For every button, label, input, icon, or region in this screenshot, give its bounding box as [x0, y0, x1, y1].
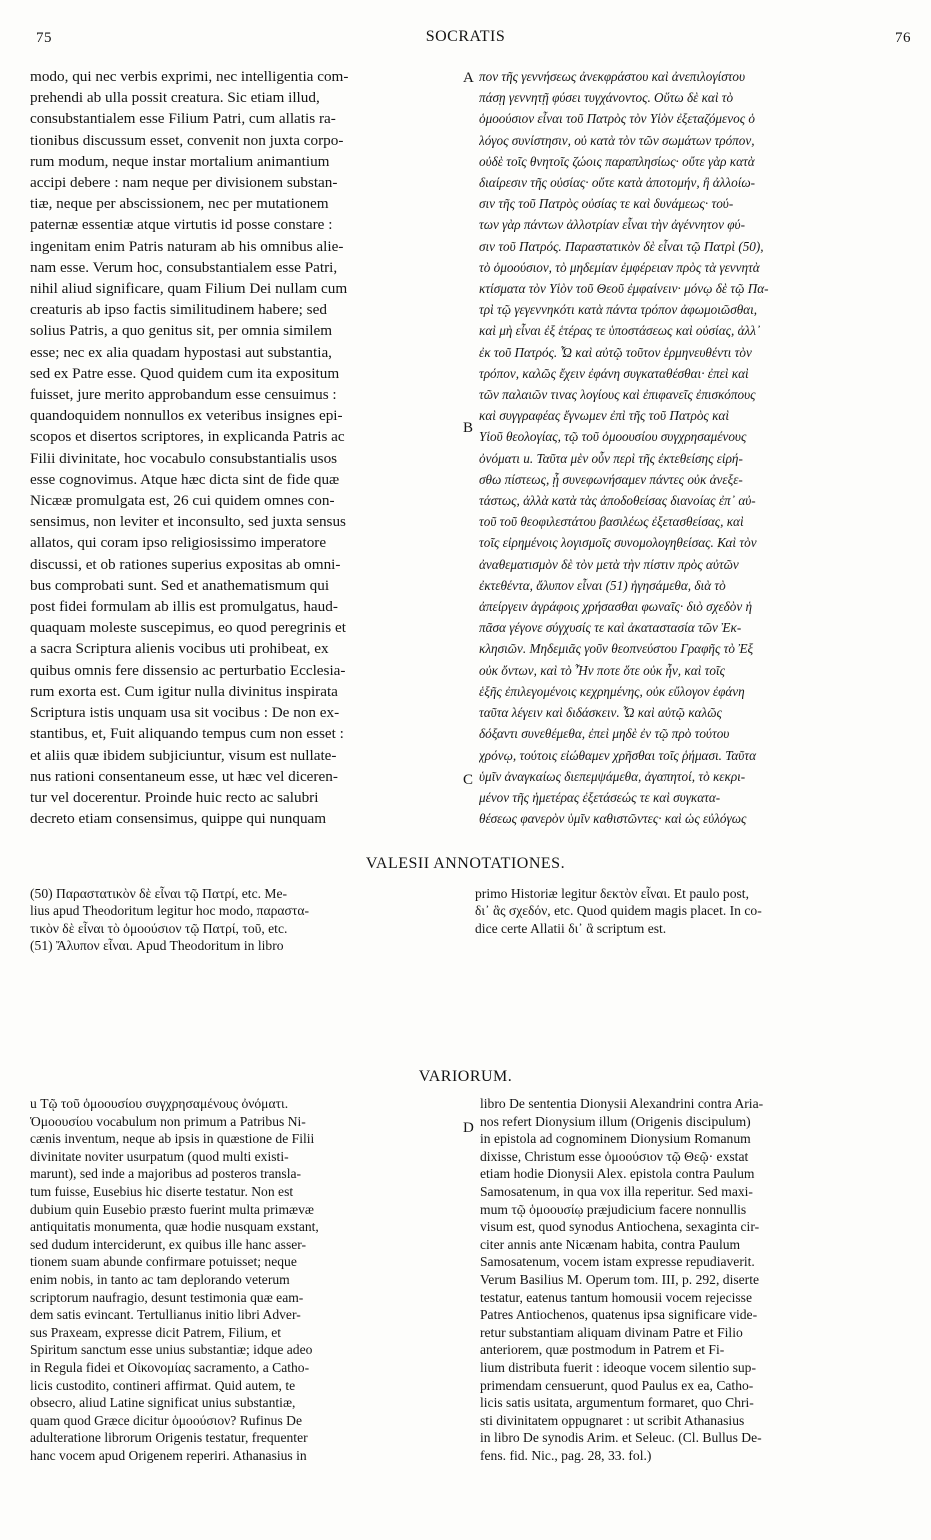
- variorum-line: sed dudum interciderunt, ex quibus ille hanc asser-: [30, 1236, 307, 1252]
- greek-line: σιν τῆς τοῦ Πατρὸς οὐσίας τε καὶ δυνάμεως· τού-: [479, 196, 734, 212]
- variorum-line: tionem suam abunde confirmare potuisset; neque: [30, 1254, 297, 1270]
- latin-line: et aliis quæ ibidem subjiciuntur, visum est nullate-: [30, 746, 337, 764]
- variorum-line: visum est, quod synodus Antiochena, sexaginta cir-: [480, 1219, 760, 1235]
- valesii-heading: VALESII ANNOTATIONES.: [365, 855, 566, 872]
- latin-line: ingenitam enim Patris naturam ab his omnibus alie-: [30, 237, 344, 255]
- variorum-line: antiquitatis monumenta, quæ hodie nusquam exstant,: [30, 1219, 319, 1235]
- latin-line: creaturis ab ipso factis similitudinem habere; sed: [30, 301, 327, 319]
- variorum-line: dixisse, Christum esse ὁμοούσιον τῷ Θεῷ· exstat: [480, 1148, 749, 1164]
- latin-line: stantibus, et, Fuit aliquando tempus cum non esset :: [30, 725, 344, 743]
- latin-line: quibus omnis fere dissensio ac perturbatio Ecclesia-: [30, 661, 346, 679]
- greek-line: θέσεως φανερὸν ὑμῖν καθιστῶντες· καὶ ὡς εὐλόγως: [479, 811, 747, 827]
- latin-line: a sacra Scriptura alienis vocibus uti prohibeat, ex: [30, 640, 329, 658]
- variorum-line: Patres Antiochenos, quatenus ipsa significare vide-: [480, 1307, 758, 1323]
- valesii-line: τικὸν δὲ εἶναι τὸ ὁμοούσιον τῷ Πατρί, τοῦ, etc.: [30, 920, 288, 936]
- greek-line: πον τῆς γεννήσεως ἀνεκφράστου καὶ ἀνεπιλογίστου: [479, 69, 746, 84]
- variorum-line: cænis inventum, neque ab ipsis in quæstione de Filii: [30, 1131, 315, 1147]
- variorum-line: lium distributa fuerit : ideoque vocem silentio sup-: [480, 1359, 756, 1375]
- greek-line: τοῦ τοῦ θεοφιλεστάτου βασιλέως ἐξετασθείσας, καὶ: [479, 514, 744, 530]
- latin-line: nam esse. Verum hoc, consubstantialem esse Patri,: [30, 258, 338, 276]
- variorum-line: in epistola ad cognominem Dionysium Romanum: [480, 1131, 751, 1147]
- valesii-line: primo Historiæ legitur δεκτὸν εἶναι. Et paulo post,: [475, 886, 749, 901]
- variorum-heading: VARIORUM.: [418, 1068, 513, 1085]
- valesii-line: lius apud Theodoritum legitur hoc modo, παραστα-: [30, 903, 309, 919]
- variorum-line: licis custodito, contineri affirmat. Quid autem, te: [30, 1377, 296, 1393]
- variorum-line: hanc vocem apud Origenem reperiri. Athanasius in: [30, 1447, 307, 1463]
- variorum-line: citer annis ante Nicænam habita, contra Paulum: [480, 1236, 741, 1252]
- latin-line: sed ex Patre esse. Quod quidem cum ita expositum: [30, 364, 340, 382]
- latin-line: prehendi ab ulla possit creatura. Sic etiam illud,: [30, 89, 320, 107]
- greek-text-column: [479, 66, 919, 829]
- valesii-line: (51) Ἄλυπον εἶναι. Apud Theodoritum in libro: [30, 938, 284, 954]
- greek-line: τάστως, ἀλλὰ κατὰ τὰς ἀποδοθείσας διανοίας ἐπ᾽ αὐ-: [479, 493, 756, 509]
- latin-line: solius Patris, a quo genitus sit, per omnia similem: [30, 322, 333, 340]
- greek-line: τοῖς εἰρημένοις λογισμοῖς συνομολογηθείσας. Καὶ τὸν: [479, 535, 757, 551]
- variorum-line: tum fuisse, Eusebius hic diserte testatur. Non est: [30, 1183, 294, 1199]
- latin-line: quandoquidem nonnullos ex veteribus insignes epi-: [30, 407, 343, 425]
- latin-line: tiæ, neque per abscissionem, nec per mutationem: [30, 195, 329, 213]
- variorum-line: in libro De synodis Arim. et Seleuc. (Cl. Bullus De-: [480, 1430, 762, 1446]
- variorum-line: adulteratione librorum Origenis testatur, frequenter: [30, 1430, 308, 1446]
- valesii-notes-left: [30, 885, 462, 955]
- latin-line: tionibus discussum esset, convenit non juxta corpo-: [30, 131, 344, 149]
- greek-line: σιν τοῦ Πατρός. Παραστατικὸν δὲ εἶναι τῷ Πατρὶ (50),: [479, 238, 764, 254]
- variorum-line: nos refert Dionysium illum (Origenis discipulum): [480, 1113, 751, 1129]
- greek-line: ἐκ τοῦ Πατρός. Ὦ καὶ αὐτῷ τοῦτον ἑρμηνευθέντι τὸν: [479, 344, 752, 360]
- variorum-line: primendam censuerunt, quod Paulus ex ea, Catho-: [480, 1377, 754, 1393]
- greek-line: τῶν παλαιῶν τινας λογίους καὶ ἐπιφανεῖς ἐπισκόπους: [479, 387, 756, 403]
- greek-line: σθω πίστεως, ᾗ συνεφωνήσαμεν πάντες οὐκ ἀνεξε-: [479, 471, 743, 487]
- greek-line: λόγος συνίστησιν, οὐ κατὰ τὸν τῶν σωμάτων τρόπον,: [479, 132, 755, 148]
- latin-line: Filii divinitate, hoc vocabulo consubstantialis usos: [30, 449, 338, 467]
- variorum-line: scriptorum naufragio, desunt testimonia quæ eam-: [30, 1289, 304, 1305]
- greek-line: τρόπον, καλῶς ἔχειν ἐφάνη συγκαταθέσθαι· ἐπεὶ καὶ: [479, 365, 749, 381]
- latin-line: decreto etiam consensimus, quippe qui nunquam: [30, 810, 327, 828]
- variorum-line: u Τῷ τοῦ ὁμοουσίου συγχρησαμένους ὀνόματι.: [30, 1096, 289, 1111]
- valesii-line: dice certe Allatii δι᾽ ἃ scriptum est.: [475, 920, 667, 936]
- greek-line: των γὰρ πάντων ἀλλοτρίαν εἶναι τὴν ἀγέννητον φύ-: [479, 217, 745, 233]
- greek-line: οὐκ ὄντων, καὶ τὸ Ἦν ποτε ὅτε οὐκ ἦν, καὶ τοῖς: [479, 662, 725, 678]
- variorum-notes-left: [30, 1095, 462, 1464]
- variorum-line: dem satis evincant. Tertullianus initio libri Adver-: [30, 1307, 301, 1323]
- greek-line: πάσῃ γεννητῇ φύσει τυγχάνοντος. Οὕτω δὲ καὶ τὸ: [479, 90, 734, 106]
- variorum-line: retur substantiam aliquam divinam Patre et Filio: [480, 1324, 743, 1340]
- margin-letter-b: B: [463, 420, 474, 436]
- variorum-line: quam quod Græce dicitur ὁμοούσιον? Rufinus De: [30, 1412, 303, 1428]
- latin-line: paternæ essentiæ atque virtutis id posse constare :: [30, 216, 333, 234]
- greek-line: ἀναθεματισμὸν δὲ τὸν μετὰ τὴν πίστιν πρὸς αὐτῶν: [479, 556, 739, 572]
- variorum-line: Verum Basilius M. Operum tom. III, p. 292, diserte: [480, 1271, 760, 1287]
- greek-line: ἀπείργειν ἀγράφοις χρήσασθαι φωναῖς· διὸ σχεδὸν ἡ: [479, 599, 753, 615]
- greek-line: κλησιῶν. Μηδεμιᾶς γοῦν θεοπνεύστου Γραφῆς τὸ Ἐξ: [479, 641, 754, 657]
- page-number-right: 76: [895, 30, 911, 46]
- valesii-notes-right: [475, 885, 920, 937]
- variorum-line: Samosatenum, in qua vox illa reperitur. Sed maxi-: [480, 1183, 753, 1199]
- variorum-line: sus Praxeam, expresse dicit Patrem, Filium, et: [30, 1324, 282, 1340]
- greek-line: ἐκτεθέντα, ἄλυπον εἶναι (51) ἡγησάμεθα, διὰ τὸ: [479, 577, 726, 593]
- variorum-line: fens. fid. Nic., pag. 28, 33. fol.): [480, 1447, 652, 1463]
- variorum-line: libro De sententia Dionysii Alexandrini contra Aria-: [480, 1096, 764, 1111]
- greek-line: ὀνόματι u. Ταῦτα μὲν οὖν περὶ τῆς ἐκτεθείσης εἰρή-: [479, 450, 743, 466]
- latin-line: discussi, et ob rationes superius expositas ab omni-: [30, 555, 341, 573]
- variorum-line: mum τῷ ὁμοουσίῳ præjudicium facere nonnullis: [480, 1201, 747, 1217]
- valesii-line: δι᾽ ἃς σχεδόν, etc. Quod quidem magis placet. In co-: [475, 903, 762, 919]
- greek-line: δόξαντι συνεθέμεθα, ἐπεὶ μηδὲ ἐν τῷ πρὸ τούτου: [479, 726, 730, 742]
- greek-line: διαίρεσιν τῆς οὐσίας· οὔτε κατὰ ἀποτομήν, ἢ ἀλλοίω-: [479, 175, 756, 191]
- variorum-line: sti divinitatem oppugnaret : ut scribit Athanasius: [480, 1412, 745, 1428]
- latin-line: sensimus, non leviter et inconsulto, sed juxta sensus: [30, 513, 346, 531]
- variorum-line: in Regula fidei et Οἰκονομίας sacramento, a Catho-: [30, 1359, 310, 1375]
- variorum-line: marunt), sed inde a majoribus ad posteros transla-: [30, 1166, 302, 1182]
- greek-line: χρόνῳ, τούτοις εἰώθαμεν χρῆσθαι τοῖς ῥήμασι. Ταῦτα: [479, 747, 756, 763]
- variorum-line: divinitate noviter usurpatum (quod multi existi-: [30, 1148, 289, 1164]
- greek-line: τρὶ τῷ γεγεννηκότι κατὰ πάντα τρόπον ἀφωμοιῶσθαι,: [479, 302, 758, 318]
- greek-line: πᾶσα γέγονε σύγχυσίς τε καὶ ἀκαταστασία τῶν Ἐκ-: [479, 620, 742, 636]
- latin-line: allatos, qui coram ipso religiosissimo imperatore: [30, 534, 327, 552]
- latin-text-column: [30, 66, 458, 829]
- variorum-line: dubium quin Eusebio præsto fuerint multa primævæ: [30, 1201, 314, 1217]
- latin-line: modo, qui nec verbis exprimi, nec intelligentia com-: [30, 68, 349, 85]
- greek-line: ὁμοούσιον εἶναι τοῦ Πατρὸς τὸν Υἱὸν ἐξεταζόμενος ὁ: [479, 111, 755, 127]
- latin-line: post fidei formulam ab illis est promulgatus, haud-: [30, 598, 338, 616]
- variorum-line: anteriorem, quæ postmodum in Patrem et Fi-: [480, 1342, 725, 1358]
- greek-line: κτίσματα τὸν Υἱὸν τοῦ Θεοῦ ἐμφαίνειν· μόνῳ δὲ τῷ Πα-: [479, 281, 769, 297]
- latin-line: nihil aliud significare, quam Filium Dei nullam cum: [30, 280, 348, 298]
- latin-line: accipi debere : nam neque per divisionem substan-: [30, 174, 338, 192]
- latin-line: quaquam moleste suscepimus, eo quod peregrinis et: [30, 619, 346, 637]
- greek-line: τὸ ὁμοούσιον, τὸ μηδεμίαν ἐμφέρειαν πρὸς τὰ γεννητὰ: [479, 259, 760, 275]
- variorum-line: licis satis usitata, argumentum formaret, quo Chri-: [480, 1395, 754, 1411]
- variorum-line: enim nobis, in tanto ac tam deplorando veterum: [30, 1271, 290, 1287]
- variorum-line: testatur, eatenus tantum homousii vocem rejecisse: [480, 1289, 753, 1305]
- variorum-line: Spiritum sanctum esse unius substantiæ; idque adeo: [30, 1342, 313, 1358]
- latin-line: rum modum, neque instar mortalium animantium: [30, 152, 330, 170]
- latin-line: Scriptura istis unquam usa sit vocibus : De non ex-: [30, 704, 340, 722]
- latin-line: rum exorta est. Cum igitur nulla divinitus inspirata: [30, 682, 338, 700]
- margin-letter-d: D: [463, 1120, 474, 1136]
- latin-line: Nicææ promulgata est, 26 cui quidem omnes con-: [30, 492, 335, 510]
- variorum-line: obsecro, aliud Latine significat unius substantiæ,: [30, 1395, 296, 1411]
- page-number-left: 75: [36, 30, 52, 46]
- greek-line: καὶ μὴ εἶναι ἐξ ἑτέρας τε ὑποστάσεως καὶ οὐσίας, ἀλλ᾽: [479, 323, 761, 339]
- greek-line: ταῦτα λέγειν καὶ διδάσκειν. Ὧ καὶ αὐτῷ καλῶς: [479, 705, 722, 721]
- greek-line: Υἱοῦ θεολογίας, τῷ τοῦ ὁμοουσίου συγχρησαμένους: [479, 429, 747, 445]
- latin-line: fuisset, jure merito approbandum esse censuimus :: [30, 386, 337, 404]
- greek-line: μένον τῆς ἡμετέρας ἐξετάσεώς τε καὶ συγκατα-: [479, 789, 721, 805]
- latin-line: scopos et disertos scriptores, in explicanda Patris ac: [30, 428, 345, 446]
- latin-line: bus comprobati sunt. Sed et anathematismum qui: [30, 576, 330, 594]
- latin-line: nus rationi consentaneum esse, ut hæc vel diceren-: [30, 767, 338, 785]
- variorum-notes-right: [480, 1095, 920, 1464]
- greek-line: ἑξῆς ἐπιλεγομένοις κεχρημένης, οὐκ εὔλογον ἐφάνη: [479, 683, 745, 699]
- variorum-line: etiam hodie Dionysii Alex. epistola contra Paulum: [480, 1166, 755, 1182]
- valesii-line: (50) Παραστατικὸν δὲ εἶναι τῷ Πατρί, etc. Me-: [30, 886, 288, 901]
- greek-line: ὑμῖν ἀναγκαίως διεπεμψάμεθα, ἀγαπητοί, τὸ κεκρι-: [479, 768, 746, 784]
- latin-line: esse cognovimus. Atque hæc dicta sint de fide quæ: [30, 470, 340, 488]
- latin-line: consubstantialem esse Filium Patri, cum allatis ra-: [30, 110, 336, 128]
- variorum-line: Samosatenum, vocem istam expresse repudiaverit.: [480, 1254, 755, 1270]
- margin-letter-a: A: [463, 70, 474, 86]
- latin-line: esse; nec ex alia quadam hypostasi aut substantia,: [30, 343, 332, 361]
- running-title: SOCRATIS: [425, 28, 506, 45]
- margin-letter-c: C: [463, 772, 474, 788]
- greek-line: οὐδὲ τοῖς θνητοῖς ζώοις παραπλησίως· οὔτε γὰρ κατὰ: [479, 153, 755, 169]
- variorum-line: Ὁμοουσίου vocabulum non primum a Patribus Ni-: [30, 1113, 306, 1129]
- greek-line: καὶ συγγραφέας ἔγνωμεν ἐπὶ τῆς τοῦ Πατρὸς καὶ: [479, 408, 729, 424]
- latin-line: tur vel docerentur. Proinde huic recto ac salubri: [30, 788, 319, 806]
